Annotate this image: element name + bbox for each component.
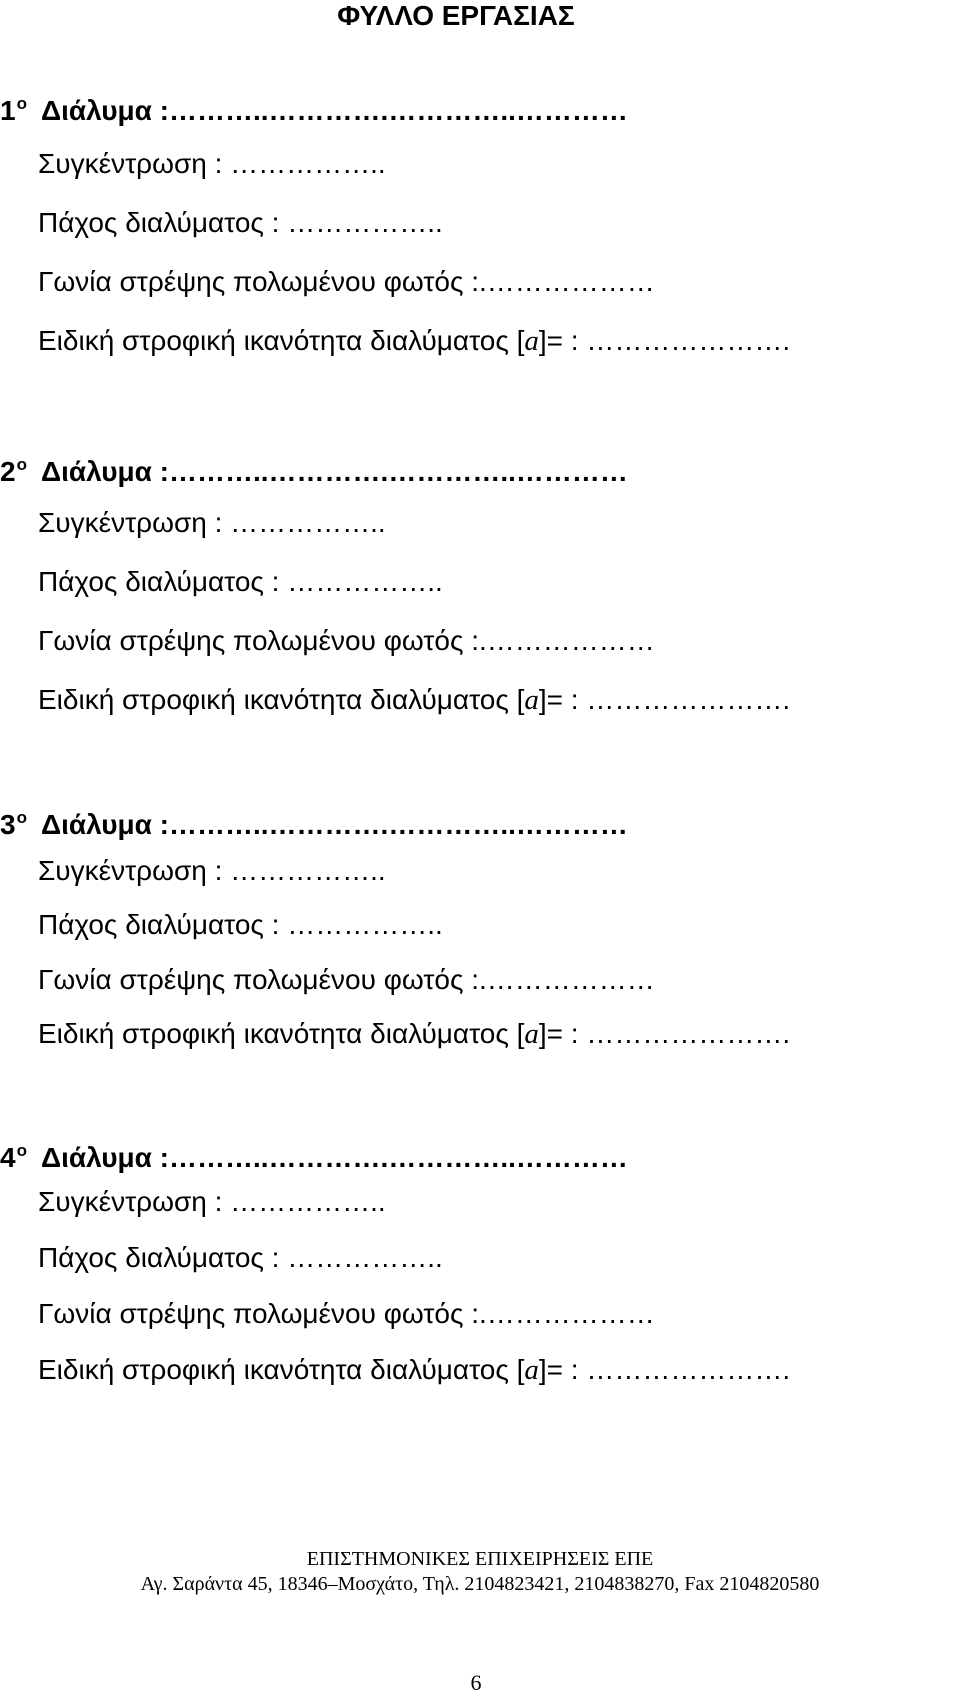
- concentration-field[interactable]: Συγκέντρωση : ……………..: [38, 855, 386, 886]
- concentration-field[interactable]: Συγκέντρωση : ……………..: [38, 507, 386, 538]
- section-number: 2: [0, 456, 16, 487]
- ordinal-marker: ο: [16, 455, 27, 474]
- alpha-symbol: a: [524, 1354, 539, 1386]
- thickness-field[interactable]: Πάχος διαλύματος : ……………..: [38, 909, 443, 940]
- specific-rotation-suffix: ]= : ………………….: [538, 1354, 791, 1385]
- section-word: Διάλυμα :: [40, 1142, 169, 1173]
- specific-rotation-suffix: ]= : ………………….: [538, 325, 791, 356]
- heading-dots: ………..………….…………..…………: [168, 456, 628, 487]
- ordinal-marker: ο: [16, 1141, 27, 1160]
- alpha-symbol: a: [524, 1018, 539, 1050]
- concentration-field[interactable]: Συγκέντρωση : ……………..: [38, 148, 386, 179]
- heading-dots: ………..………….…………..…………: [168, 95, 628, 126]
- heading-dots: ………..………….…………..…………: [168, 1142, 628, 1173]
- rotation-angle-field[interactable]: Γωνία στρέψης πολωμένου φωτός :.………………: [38, 625, 655, 656]
- specific-rotation-suffix: ]= : ………………….: [538, 684, 791, 715]
- section-word: Διάλυμα :: [40, 95, 169, 126]
- thickness-field[interactable]: Πάχος διαλύματος : ……………..: [38, 1242, 443, 1273]
- specific-rotation-prefix: Ειδική στροφική ικανότητα διαλύματος [: [38, 325, 525, 356]
- alpha-symbol: a: [524, 325, 539, 357]
- rotation-angle-field[interactable]: Γωνία στρέψης πολωμένου φωτός :.………………: [38, 266, 655, 297]
- page-title: ΦΥΛΛΟ ΕΡΓΑΣΙΑΣ: [337, 0, 575, 31]
- page-number: 6: [470, 1670, 482, 1695]
- heading-dots: ………..………….…………..…………: [168, 809, 628, 840]
- specific-rotation-prefix: Ειδική στροφική ικανότητα διαλύματος [: [38, 1354, 525, 1385]
- specific-rotation-suffix: ]= : ………………….: [538, 1018, 791, 1049]
- alpha-symbol: a: [524, 684, 539, 716]
- section-heading: [0, 88, 628, 127]
- section-word: Διάλυμα :: [40, 456, 169, 487]
- footer-address: Αγ. Σαράντα 45, 18346–Μοσχάτο, Τηλ. 2104823421, 2104838270, Fax 2104820580: [140, 1573, 820, 1595]
- section-number: 4: [0, 1142, 16, 1173]
- specific-rotation-field[interactable]: [38, 325, 790, 357]
- section-number: 3: [0, 809, 16, 840]
- specific-rotation-field[interactable]: [38, 684, 790, 716]
- specific-rotation-prefix: Ειδική στροφική ικανότητα διαλύματος [: [38, 684, 525, 715]
- section-word: Διάλυμα :: [40, 809, 169, 840]
- specific-rotation-field[interactable]: [38, 1354, 790, 1386]
- specific-rotation-field[interactable]: [38, 1018, 790, 1050]
- thickness-field[interactable]: Πάχος διαλύματος : ……………..: [38, 566, 443, 597]
- footer-company: ΕΠΙΣΤΗΜΟΝΙΚΕΣ ΕΠΙΧΕΙΡΗΣΕΙΣ ΕΠΕ: [306, 1548, 654, 1570]
- section-heading: [0, 802, 628, 841]
- section-number: 1: [0, 95, 16, 126]
- thickness-field[interactable]: Πάχος διαλύματος : ……………..: [38, 207, 443, 238]
- rotation-angle-field[interactable]: Γωνία στρέψης πολωμένου φωτός :.………………: [38, 1298, 655, 1329]
- section-heading: [0, 449, 628, 488]
- concentration-field[interactable]: Συγκέντρωση : ……………..: [38, 1186, 386, 1217]
- rotation-angle-field[interactable]: Γωνία στρέψης πολωμένου φωτός :.………………: [38, 964, 655, 995]
- ordinal-marker: ο: [16, 94, 27, 113]
- ordinal-marker: ο: [16, 808, 27, 827]
- specific-rotation-prefix: Ειδική στροφική ικανότητα διαλύματος [: [38, 1018, 525, 1049]
- section-heading: [0, 1135, 628, 1174]
